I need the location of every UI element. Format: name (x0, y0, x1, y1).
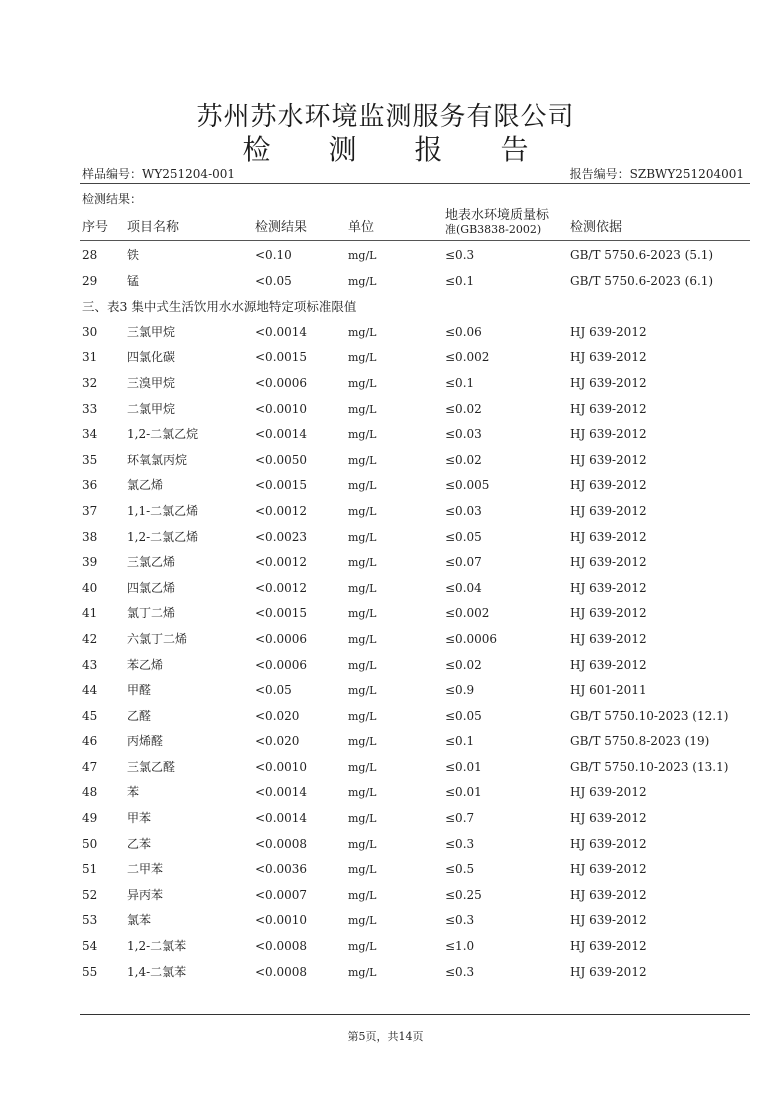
cell-unit: mg/L (348, 735, 377, 749)
section-title: 三、表3 集中式生活饮用水水源地特定项标准限值 (82, 299, 357, 315)
cell-no: 40 (82, 580, 98, 595)
cell-standard: ≤0.005 (445, 478, 490, 493)
cell-name: 环氧氯丙烷 (127, 452, 188, 467)
cell-unit: mg/L (348, 888, 377, 902)
cell-result: <0.0050 (255, 452, 308, 467)
col-header-unit: 单位 (348, 220, 375, 235)
cell-basis: HJ 639-2012 (570, 427, 647, 442)
cell-standard: ≤0.04 (445, 580, 482, 595)
cell-name: 乙苯 (127, 836, 152, 851)
cell-no: 37 (82, 503, 98, 518)
cell-result: <0.0014 (255, 785, 308, 800)
cell-name: 锰 (127, 273, 140, 288)
cell-standard: ≤1.0 (445, 939, 475, 954)
cell-basis: HJ 639-2012 (570, 555, 647, 570)
cell-unit: mg/L (348, 684, 377, 698)
cell-basis: HJ 639-2012 (570, 939, 647, 954)
title-char: 告 (500, 133, 529, 166)
cell-standard: ≤0.02 (445, 401, 482, 416)
cell-basis: HJ 639-2012 (570, 811, 647, 826)
cell-name: 氯乙烯 (127, 478, 164, 493)
cell-unit: mg/L (348, 428, 377, 442)
results-label: 检测结果： (82, 192, 143, 206)
cell-no: 50 (82, 836, 98, 851)
cell-result: <0.0010 (255, 401, 308, 416)
cell-basis: GB/T 5750.6-2023 (5.1) (570, 248, 714, 262)
table-row (80, 320, 750, 346)
cell-unit: mg/L (348, 530, 377, 544)
cell-standard: ≤0.05 (445, 529, 482, 544)
cell-unit: mg/L (348, 812, 377, 826)
table-row (80, 755, 750, 781)
table-row (80, 601, 750, 627)
cell-name: 苯 (127, 785, 140, 800)
cell-unit: mg/L (348, 760, 377, 774)
cell-standard: ≤0.5 (445, 862, 475, 877)
cell-name: 三氯甲烷 (127, 324, 176, 339)
cell-name: 1,4-二氯苯 (127, 964, 187, 979)
cell-unit: mg/L (348, 581, 377, 595)
cell-no: 43 (82, 657, 98, 672)
table-row (80, 653, 750, 679)
results-table-body (80, 243, 750, 985)
cell-no: 44 (82, 683, 98, 698)
cell-result: <0.0010 (255, 913, 308, 928)
col-header-no: 序号 (82, 220, 109, 235)
cell-name: 四氯乙烯 (127, 580, 176, 595)
table-row (80, 499, 750, 525)
cell-unit: mg/L (348, 504, 377, 518)
cell-basis: HJ 639-2012 (570, 375, 647, 390)
table-row (80, 780, 750, 806)
cell-no: 54 (82, 939, 98, 954)
table-row (80, 422, 750, 448)
cell-result: <0.0023 (255, 529, 308, 544)
cell-standard: ≤0.03 (445, 503, 482, 518)
table-row (80, 525, 750, 551)
cell-name: 氯丁二烯 (127, 606, 176, 621)
col-header-standard-line1: 地表水环境质量标 (445, 208, 550, 223)
cell-name: 1,2-二氯乙烷 (127, 427, 199, 442)
cell-name: 甲苯 (127, 811, 152, 826)
cell-no: 41 (82, 606, 98, 621)
cell-result: <0.0007 (255, 887, 308, 902)
cell-name: 甲醛 (127, 683, 152, 698)
cell-no: 42 (82, 631, 98, 646)
footer-divider (80, 1014, 750, 1015)
cell-no: 33 (82, 401, 98, 416)
sample-number: 样品编号：WY251204-001 (82, 167, 236, 181)
cell-basis: HJ 639-2012 (570, 350, 647, 365)
cell-basis: HJ 639-2012 (570, 452, 647, 467)
cell-name: 异丙苯 (127, 887, 164, 902)
cell-result: <0.020 (255, 734, 300, 749)
table-row (80, 857, 750, 883)
cell-name: 1,2-二氯苯 (127, 939, 187, 954)
table-row (80, 345, 750, 371)
cell-unit: mg/L (348, 863, 377, 877)
cell-basis: HJ 639-2012 (570, 657, 647, 672)
cell-standard: ≤0.03 (445, 427, 482, 442)
cell-result: <0.0036 (255, 862, 308, 877)
cell-basis: GB/T 5750.10-2023 (12.1) (570, 708, 729, 723)
cell-no: 51 (82, 862, 98, 877)
cell-standard: ≤0.02 (445, 657, 482, 672)
cell-no: 49 (82, 811, 98, 826)
cell-basis: HJ 639-2012 (570, 580, 647, 595)
col-header-result: 检测结果 (255, 220, 308, 235)
cell-unit: mg/L (348, 376, 377, 390)
cell-name: 乙醛 (127, 708, 152, 723)
cell-no: 55 (82, 964, 98, 979)
cell-unit: mg/L (348, 965, 377, 979)
cell-no: 36 (82, 478, 98, 493)
table-row (80, 371, 750, 397)
table-row (80, 883, 750, 909)
page-number: 第5页，共14页 (347, 1030, 424, 1043)
cell-no: 38 (82, 529, 98, 544)
cell-result: <0.05 (255, 683, 292, 698)
cell-unit: mg/L (348, 658, 377, 672)
table-row (80, 934, 750, 960)
cell-name: 1,1-二氯乙烯 (127, 503, 199, 518)
cell-no: 35 (82, 452, 98, 467)
cell-standard: ≤0.7 (445, 811, 475, 826)
cell-name: 氯苯 (127, 913, 152, 928)
report-number: 报告编号：SZBWY251204001 (569, 167, 744, 181)
cell-unit: mg/L (348, 940, 377, 954)
cell-basis: HJ 639-2012 (570, 478, 647, 493)
header-divider (80, 183, 750, 184)
cell-result: <0.0006 (255, 375, 308, 390)
cell-name: 苯乙烯 (127, 657, 164, 672)
cell-result: <0.10 (255, 248, 292, 262)
table-row (80, 473, 750, 499)
cell-standard: ≤0.25 (445, 887, 482, 902)
cell-basis: HJ 639-2012 (570, 887, 647, 902)
cell-standard: ≤0.3 (445, 913, 475, 928)
cell-basis: HJ 639-2012 (570, 964, 647, 979)
table-header-divider (80, 240, 750, 241)
cell-standard: ≤0.002 (445, 606, 490, 621)
cell-no: 53 (82, 913, 98, 928)
cell-name: 三氯乙醛 (127, 759, 176, 774)
col-header-standard (445, 208, 549, 236)
cell-standard: ≤0.3 (445, 248, 475, 262)
cell-standard: ≤0.1 (445, 375, 475, 390)
cell-standard: ≤0.02 (445, 452, 482, 467)
cell-basis: HJ 639-2012 (570, 785, 647, 800)
table-row (80, 269, 750, 295)
cell-unit: mg/L (348, 607, 377, 621)
cell-basis: HJ 639-2012 (570, 913, 647, 928)
cell-name: 六氯丁二烯 (127, 631, 188, 646)
cell-standard: ≤0.06 (445, 324, 482, 339)
cell-no: 48 (82, 785, 98, 800)
cell-unit: mg/L (348, 556, 377, 570)
cell-basis: HJ 639-2012 (570, 631, 647, 646)
cell-result: <0.0008 (255, 939, 308, 954)
cell-name: 三氯乙烯 (127, 555, 176, 570)
cell-name: 三溴甲烷 (127, 375, 176, 390)
cell-name: 四氯化碳 (127, 350, 176, 365)
cell-standard: ≤0.3 (445, 836, 475, 851)
cell-basis: HJ 639-2012 (570, 324, 647, 339)
cell-no: 28 (82, 248, 98, 262)
table-row (80, 397, 750, 423)
cell-unit: mg/L (348, 402, 377, 416)
cell-standard: ≤0.01 (445, 785, 482, 800)
table-row (80, 806, 750, 832)
col-header-name: 项目名称 (127, 220, 180, 235)
cell-no: 30 (82, 324, 98, 339)
cell-no: 52 (82, 887, 98, 902)
cell-unit: mg/L (348, 274, 377, 288)
cell-standard: ≤0.9 (445, 683, 475, 698)
col-header-standard-line2: 准(GB3838-2002) (445, 223, 542, 236)
cell-basis: GB/T 5750.8-2023 (19) (570, 734, 710, 749)
title-char: 报 (414, 133, 443, 166)
cell-basis: HJ 601-2011 (570, 683, 647, 698)
cell-unit: mg/L (348, 479, 377, 493)
cell-result: <0.0015 (255, 478, 308, 493)
section-heading-row (80, 294, 750, 320)
table-row (80, 243, 750, 269)
cell-unit: mg/L (348, 325, 377, 339)
title-char: 测 (328, 133, 357, 166)
cell-basis: HJ 639-2012 (570, 862, 647, 877)
cell-no: 34 (82, 427, 98, 442)
cell-result: <0.0010 (255, 759, 308, 774)
cell-result: <0.0012 (255, 503, 308, 518)
table-header (80, 208, 750, 240)
cell-unit: mg/L (348, 632, 377, 646)
cell-basis: HJ 639-2012 (570, 401, 647, 416)
cell-result: <0.0012 (255, 580, 308, 595)
cell-standard: ≤0.0006 (445, 631, 498, 646)
table-row (80, 678, 750, 704)
cell-result: <0.0008 (255, 964, 308, 979)
cell-basis: HJ 639-2012 (570, 529, 647, 544)
company-name: 苏州苏水环境监测服务有限公司 (196, 102, 575, 132)
cell-standard: ≤0.05 (445, 708, 482, 723)
cell-standard: ≤0.1 (445, 273, 475, 288)
col-header-basis: 检测依据 (570, 220, 623, 235)
cell-no: 32 (82, 375, 98, 390)
table-row (80, 908, 750, 934)
cell-result: <0.0015 (255, 350, 308, 365)
cell-basis: HJ 639-2012 (570, 606, 647, 621)
cell-basis: HJ 639-2012 (570, 503, 647, 518)
table-row (80, 960, 750, 986)
cell-no: 29 (82, 273, 98, 288)
cell-unit: mg/L (348, 453, 377, 467)
title-char: 检 (242, 133, 271, 166)
cell-unit: mg/L (348, 914, 377, 928)
cell-result: <0.0006 (255, 657, 308, 672)
cell-name: 1,2-二氯乙烯 (127, 529, 199, 544)
cell-result: <0.0015 (255, 606, 308, 621)
report-title (0, 128, 771, 168)
cell-no: 47 (82, 759, 98, 774)
cell-standard: ≤0.07 (445, 555, 482, 570)
cell-result: <0.0014 (255, 427, 308, 442)
cell-result: <0.0014 (255, 811, 308, 826)
cell-standard: ≤0.01 (445, 759, 482, 774)
cell-basis: GB/T 5750.6-2023 (6.1) (570, 273, 714, 288)
table-row (80, 627, 750, 653)
cell-result: <0.05 (255, 273, 292, 288)
cell-result: <0.0012 (255, 555, 308, 570)
cell-name: 铁 (127, 248, 140, 262)
cell-result: <0.0006 (255, 631, 308, 646)
cell-unit: mg/L (348, 837, 377, 851)
table-row (80, 576, 750, 602)
table-row (80, 550, 750, 576)
cell-unit: mg/L (348, 249, 377, 262)
cell-result: <0.0008 (255, 836, 308, 851)
cell-unit: mg/L (348, 351, 377, 365)
cell-standard: ≤0.1 (445, 734, 475, 749)
cell-unit: mg/L (348, 786, 377, 800)
table-row (80, 448, 750, 474)
table-row (80, 832, 750, 858)
cell-no: 31 (82, 350, 98, 365)
table-row (80, 704, 750, 730)
cell-basis: HJ 639-2012 (570, 836, 647, 851)
cell-result: <0.0014 (255, 324, 308, 339)
cell-name: 丙烯醛 (127, 734, 164, 749)
cell-unit: mg/L (348, 709, 377, 723)
cell-standard: ≤0.002 (445, 350, 490, 365)
cell-no: 39 (82, 555, 98, 570)
cell-standard: ≤0.3 (445, 964, 475, 979)
cell-no: 45 (82, 708, 98, 723)
table-row (80, 729, 750, 755)
cell-name: 二氯甲烷 (127, 401, 176, 416)
cell-result: <0.020 (255, 708, 300, 723)
cell-name: 二甲苯 (127, 862, 164, 877)
cell-no: 46 (82, 734, 98, 749)
cell-basis: GB/T 5750.10-2023 (13.1) (570, 759, 729, 774)
